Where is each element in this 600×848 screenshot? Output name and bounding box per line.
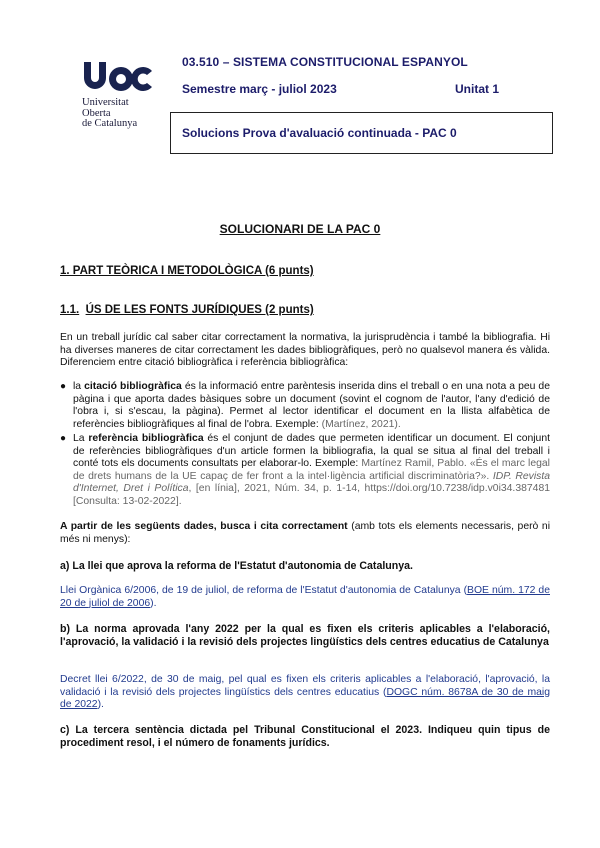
example-tail: , [en línia], 2021, Núm. 34, p. 1-14, https://doi.org/10.7238/idp.v0i34.387481 [Consulta: 13-02-2022].: [73, 483, 550, 507]
boe-link[interactable]: BOE núm. 172 de 20 de juliol de 2006: [60, 585, 550, 609]
section-heading-1: 1. PART TEÒRICA I METODOLÒGICA (6 punts): [60, 265, 314, 277]
bullet-text: la citació bibliogràfica és la informació entre parèntesis inserida dins el treball o en una nota a peu de pàgina i que aporta dades bàsiques sobre un document (sovint el cognom de l'autor, l'any d'edició de l'obra i, si s'escau, la pàgina). Permet al lector identificar el document en la llista alfabètica de referències bibliogràfiques al final de l'obra. Exemple: (Martínez, 2021).: [73, 381, 550, 430]
question-b: b) La norma aprovada l'any 2022 per la qual es fixen els criteris aplicables a l'elaboració, l'aprovació, la validació i la revisió dels projectes lingüístics dels centres educatius de Catalunya: [60, 623, 550, 648]
question-a: a) La llei que aprova la reforma de l'Estatut d'autonomia de Catalunya.: [60, 560, 413, 572]
logo-line-3: de Catalunya: [82, 118, 138, 129]
page-title: SOLUCIONARI DE LA PAC 0: [219, 222, 381, 236]
example: (Martínez, 2021).: [321, 418, 401, 430]
answer-a: Llei Orgànica 6/2006, de 19 de juliol, de reforma de l'Estatut d'autonomia de Catalunya (BOE núm. 172 de 20 de juliol de 2006).: [60, 585, 550, 609]
bold-term: citació bibliogràfica: [84, 381, 182, 392]
instruction-bold: A partir de les següents dades, busca i cita correctament: [60, 521, 348, 532]
unit-label: Unitat 1: [455, 82, 500, 96]
course-title: 03.510 – SISTEMA CONSTITUCIONAL ESPANYOL: [182, 55, 468, 69]
bullet-referencia: [60, 433, 550, 508]
logo-line-2: Oberta: [82, 107, 111, 119]
section-title: ÚS DE LES FONTS JURÍDIQUES (2 punts): [85, 304, 314, 316]
bold-term: referència bibliogràfica: [88, 433, 204, 444]
bullet-text: La referència bibliogràfica és el conjunt de dades que permeten identificar un document. El conjunt de referències bibliogràfiques d'un article formen la bibliografia, la qual se situa al final del treball i conté tots els documents consultats per elaborar-lo. Exemple: Martínez Ramil, Pablo. «És el marc legal de drets humans de la UE capaç de fer front a la intel·ligència artificial discriminatòria?». IDP. Revista d'Internet, Dret i Política, [en línia], 2021, Núm. 34, p. 1-14, https://doi.org/10.7238/idp.v0i34.387481 [Consulta: 13-02-2022].: [73, 433, 551, 507]
intro-paragraph: En un treball jurídic cal saber citar correctament la normativa, la jurisprudència i també la bibliografia. Hi ha diverses maneres de citar correctament les dades bibliogràfiques, però no qualsevol manera és vàlida. Diferenciem entre citació bibliogràfica i referència bibliogràfica:: [60, 332, 550, 368]
uoc-logo-mark: [82, 58, 154, 96]
journal-title: IDP. Revista d'Internet, Dret i Política: [73, 470, 551, 494]
section-heading-1-1: [60, 304, 314, 316]
answer-b: Decret llei 6/2022, de 30 de maig, pel qual es fixen els criteris aplicables a l'elaboració, l'aprovació, la validació i la revisió dels projectes lingüístics dels centres educatius (DOGC núm. 8678A de 30 de maig de 2022).: [60, 674, 550, 710]
logo-line-1: Universitat: [82, 97, 129, 108]
instruction-rest: (amb tots els elements necessaris, però ni més ni menys):: [60, 521, 551, 545]
header-box: [170, 112, 553, 154]
semester-label: Semestre març - juliol 2023: [182, 82, 337, 96]
bullet-citacio: [60, 381, 550, 431]
logo-text: [82, 98, 154, 130]
example: Martínez Ramil, Pablo. «És el marc legal de drets humans de la UE capaç de fer front a la intel·ligència artificial discriminatòria?».: [73, 458, 550, 482]
dogc-link[interactable]: DOGC núm. 8678A de 30 de maig de 2022: [60, 686, 550, 710]
uoc-logo: [82, 58, 154, 130]
section-number: 1.1.: [60, 304, 80, 316]
header-box-title: Solucions Prova d'avaluació continuada - PAC 0: [182, 126, 457, 140]
instruction: [60, 521, 550, 546]
bullet-dot: ●: [60, 433, 67, 444]
bullet-dot: ●: [60, 381, 67, 392]
question-c: c) La tercera sentència dictada pel Tribunal Constitucional el 2023. Indiqueu quin tipus de procediment resol, i el número de fonaments jurídics.: [60, 724, 550, 749]
